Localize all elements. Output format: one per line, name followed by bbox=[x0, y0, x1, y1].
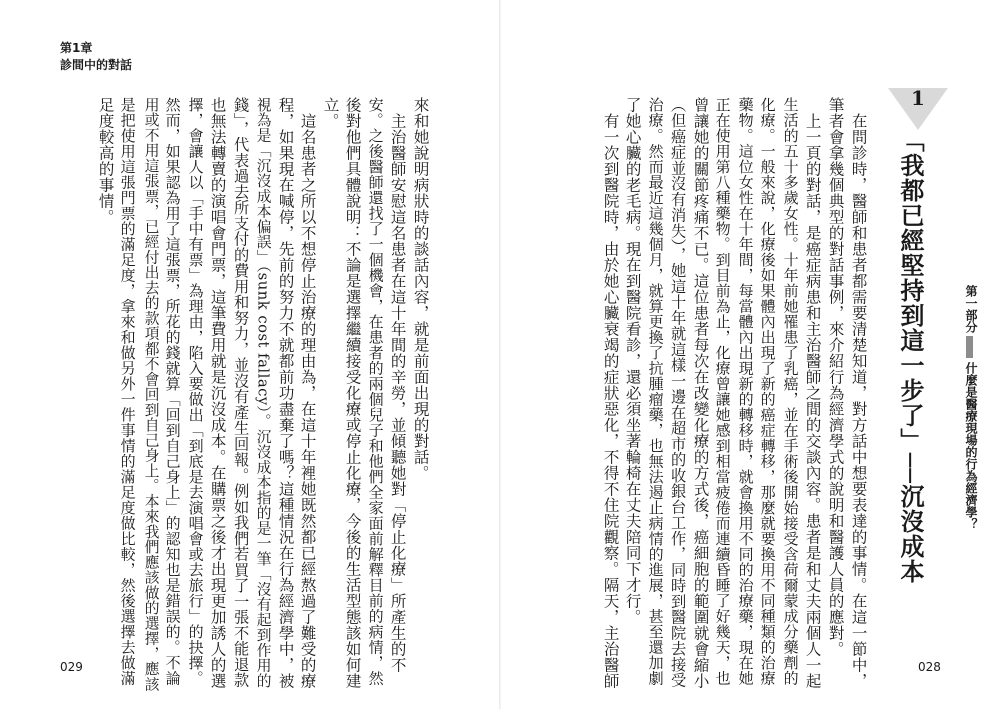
text-column: 立。 bbox=[321, 97, 340, 129]
section-number: 1 bbox=[911, 86, 925, 110]
part-divider-bar bbox=[966, 336, 973, 358]
text-column: 正在使用第八種藥物。到目前為止，化療曾讓她感到相當疲倦而連續昏睡了好幾天，也 bbox=[713, 97, 732, 686]
text-column: 這名患者之所以不想停止治療的理由為，在這十年裡她既然都已經熬過了難受的療 bbox=[298, 97, 317, 689]
text-column: 藥物。這位女性在十年間，每當體內出現新的轉移時，就會換用不同的治療藥，現在她 bbox=[736, 97, 755, 686]
chapter-title: 診間中的對話 bbox=[60, 58, 133, 72]
text-column: 主治醫師安慰這名患者在這十年間的辛勞，並傾聽她對「停止化療」所產生的不 bbox=[388, 97, 407, 673]
text-column: 生活的五十多歲女性。十年前她罹患了乳癌，並在手術後開始接受含荷爾蒙成分藥劑的 bbox=[781, 97, 800, 686]
text-column: 視為是「沉沒成本偏誤」（sunk cost fallacy）。沉沒成本指的是一筆「沒有起到作用的 bbox=[254, 97, 272, 689]
text-column: 筆者會拿幾個典型的對話事例，來介紹行為經濟學式的說明和醫護人員的應對。 bbox=[826, 97, 845, 657]
text-column: 化療。一般來說，化療後如果體內出現了新的癌症轉移，那麼就要換用不同種類的治療 bbox=[758, 97, 777, 686]
chapter-label: 第1章 bbox=[60, 41, 93, 55]
text-column: 在問診時，醫師和患者都需要清楚知道，對方話中想要表達的事情。在這一節中， bbox=[849, 97, 868, 689]
page-gutter bbox=[499, 0, 501, 709]
text-column: 然而，如果認為用了這張票，所花的錢就算「回到自己身上」的認知也是錯誤的。不論 bbox=[163, 97, 182, 686]
text-column: 曾讓她的關節疼痛不已。這位患者每次在改變化療的方式後，癌細胞的範圍就會縮小 bbox=[691, 97, 710, 689]
text-column: 安。之後醫師還找了一個機會，在患者的兩個兒子和他們全家面前解釋目前的病情，然 bbox=[366, 97, 385, 686]
text-column: 有一次到醫院時，由於她心臟衰竭的症狀惡化，不得不住院觀察。隔天，主治醫師 bbox=[601, 97, 620, 689]
part-subtitle: 什麼是醫療現場的行為經濟學？ bbox=[964, 362, 978, 530]
text-column: 上一頁的對話，是癌症病患和主治醫師之間的交談內容。患者是和丈夫兩個人一起 bbox=[803, 97, 822, 689]
running-header bbox=[60, 40, 132, 74]
text-column: 足度較高的事情。 bbox=[96, 97, 115, 225]
text-column: （但癌症並沒有消失），她這十年就這樣一邊在超市的收銀台工作，同時到醫院去接受 bbox=[668, 97, 687, 688]
text-column: 用或不用這張票，已經付出去的款項都不會回到自己身上。本來我們應該做的選擇，應該 bbox=[142, 97, 160, 692]
text-column: 也無法轉賣的演唱會門票，這筆費用就是沉沒成本。在購票之後才出現更加誘人的選 bbox=[208, 97, 227, 689]
part-label: 第一部分 bbox=[964, 285, 978, 333]
text-column: 擇，會讓人以「手中有票」為理由，陷入要做出「到底是去演唱會或去旅行」的抉擇。 bbox=[186, 97, 205, 686]
text-column: 後對他們具體說明：不論是選擇繼續接受化療或停止化療，今後的生活型態該如何建 bbox=[343, 97, 362, 689]
page-number-left: 029 bbox=[60, 660, 83, 674]
text-column: 程，如果現在喊停，先前的努力不就都前功盡棄了嗎？這種情況在行為經濟學中，被 bbox=[276, 97, 295, 689]
text-column: 是把使用這張門票的滿足度，拿來和做另外一件事情的滿足度做比較，然後選擇去做滿 bbox=[118, 97, 137, 686]
text-column: 來和她說明病狀時的談話內容，就是前面出現的對話。 bbox=[411, 97, 430, 481]
text-column: 了她心臟的老毛病。現在到醫院看診，還必須坐著輪椅在丈夫陪同下才行。 bbox=[623, 97, 642, 625]
page-number-right: 028 bbox=[918, 660, 941, 674]
text-column: 錢」，代表過去所支付的費用和努力，並沒有產生回報。例如我們若買了一張不能退款 bbox=[231, 97, 250, 688]
text-column: 治療。然而最近這幾個月，就算更換了抗腫瘤藥，也無法遏止病情的進展，甚至還加劇 bbox=[646, 97, 665, 686]
section-title: 「我都已經堅持到這一步了」──沉沒成本 bbox=[896, 128, 925, 584]
